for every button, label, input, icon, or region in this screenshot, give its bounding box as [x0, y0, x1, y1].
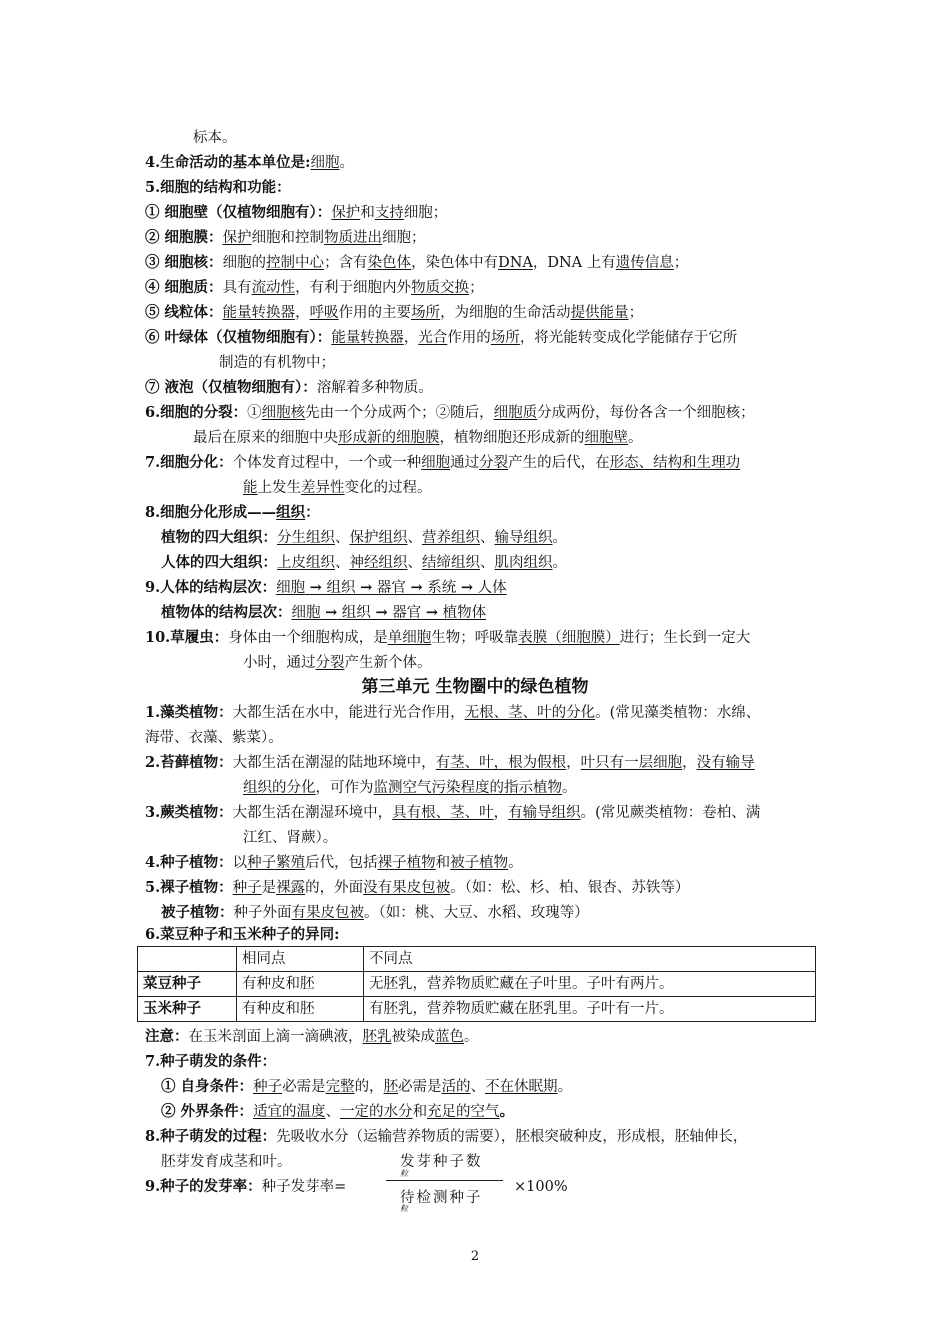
fraction-bar — [386, 1180, 503, 1181]
text-line: 植物体的结构层次：细胞 → 组织 → 器官 → 植物体 — [161, 604, 487, 621]
text-line: 海带、衣藻、紫菜）。 — [145, 730, 283, 746]
text-line: ② 外界条件：适宜的温度、一定的水分和充足的空气。 — [161, 1103, 515, 1120]
table-header-row — [138, 947, 816, 972]
text-line: 人体的四大组织：上皮组织、神经组织、结缔组织、肌肉组织。 — [161, 554, 567, 571]
text-line: 1.藻类植物：大都生活在水中，能进行光合作用，无根、茎、叶的分化。(常见藻类植物：水绵、 — [145, 704, 761, 721]
text-line: 能上发生差异性变化的过程。 — [243, 480, 432, 496]
table-row — [138, 997, 816, 1022]
section-title: 第三单元 生物圈中的绿色植物 — [361, 677, 589, 697]
fraction-mark: 粒 — [400, 1204, 408, 1213]
seed-comparison-table — [137, 946, 816, 1022]
text-line: 6.细胞的分裂：①细胞核先由一个分成两个；②随后，细胞质分成两份，每份各含一个细胞核； — [145, 404, 755, 421]
text-line: 8.种子萌发的过程：先吸收水分（运输营养物质的需要），胚根突破种皮，形成根，胚轴伸长， — [145, 1128, 748, 1145]
text-line: ⑦ 液泡（仅植物细胞有）：溶解着多种物质。 — [145, 379, 433, 396]
text-line: 小时，通过分裂产生新个体。 — [243, 655, 432, 671]
text-line: 10.草履虫：身体由一个细胞构成，是单细胞生物；呼吸靠表膜（细胞膜）进行；生长到一定大 — [145, 629, 751, 646]
page-number: 2 — [470, 1249, 480, 1264]
table-cell: 玉米种子 — [138, 997, 237, 1022]
text-line: ① 细胞壁（仅植物细胞有）：保护和支持细胞； — [145, 204, 448, 221]
text-line: 被子植物：种子外面有果皮包被。（如：桃、大豆、水稻、玫瑰等） — [161, 904, 589, 921]
text-line: 标本。 — [193, 130, 237, 146]
table-cell: 菜豆种子 — [138, 972, 237, 997]
text-line: 5.裸子植物：种子是裸露的，外面没有果皮包被。（如：松、杉、柏、银杏、苏铁等） — [145, 879, 690, 896]
text-line: 2.苔藓植物：大都生活在潮湿的陆地环境中，有茎、叶，根为假根，叶只有一层细胞，没有输导 — [145, 754, 755, 771]
text-line: 9.人体的结构层次：细胞 → 组织 → 器官 → 系统 → 人体 — [145, 579, 507, 596]
table-cell: 有种皮和胚 — [237, 997, 364, 1022]
text-line: 5.细胞的结构和功能： — [145, 179, 291, 196]
text-line: 制造的有机物中； — [219, 355, 335, 371]
text-line: 4.种子植物：以种子繁殖后代，包括裸子植物和被子植物。 — [145, 854, 523, 871]
text-line: 最后在原来的细胞中央形成新的细胞膜，植物细胞还形成新的细胞壁。 — [193, 430, 643, 446]
table-header-cell: 不同点 — [364, 947, 816, 972]
text-line: 植物的四大组织：分生组织、保护组织、营养组织、输导组织。 — [161, 529, 567, 546]
text-line: 胚芽发育成茎和叶。 — [161, 1154, 292, 1170]
table-cell: 有胚乳，营养物质贮藏在胚乳里。子叶有一片。 — [364, 997, 816, 1022]
text-line: 6.菜豆种子和玉米种子的异同: — [145, 926, 340, 943]
text-line: 注意：在玉米剖面上滴一滴碘液，胚乳被染成蓝色。 — [145, 1028, 479, 1045]
table-header-cell: 相同点 — [237, 947, 364, 972]
text-line: ② 细胞膜：保护细胞和控制物质进出细胞； — [145, 229, 426, 246]
table-cell: 无胚乳，营养物质贮藏在子叶里。子叶有两片。 — [364, 972, 816, 997]
table-cell: 有种皮和胚 — [237, 972, 364, 997]
text-line: ③ 细胞核：细胞的控制中心；含有染色体，染色体中有DNA，DNA 上有遗传信息； — [145, 254, 689, 271]
fraction-multiplier: ×100% — [514, 1179, 568, 1195]
text-line: 7.细胞分化：个体发育过程中，一个或一种细胞通过分裂产生的后代，在形态、结构和生理功 — [145, 454, 741, 471]
text-line: 江红、肾蕨）。 — [243, 830, 338, 846]
text-line: 9.种子的发芽率：种子发芽率= — [145, 1178, 347, 1195]
text-line: 4.生命活动的基本单位是:细胞。 — [145, 154, 354, 171]
text-line: ⑥ 叶绿体（仅植物细胞有）：能量转换器，光合作用的场所，将光能转变成化学能储存于它所 — [145, 329, 738, 346]
fraction-numerator: 发芽种子数 — [400, 1154, 483, 1170]
text-line: ④ 细胞质：具有流动性，有利于细胞内外物质交换； — [145, 279, 484, 296]
table-row — [138, 972, 816, 997]
text-line: 组织的分化，可作为监测空气污染程度的指示植物。 — [243, 780, 577, 796]
fraction-mark: 粒 — [400, 1169, 408, 1178]
text-line: 3.蕨类植物：大都生活在潮湿环境中，具有根、茎、叶，有输导组织。(常见蕨类植物：卷柏、满 — [145, 804, 761, 821]
text-line: ⑤ 线粒体：能量转换器，呼吸作用的主要场所，为细胞的生命活动提供能量； — [145, 304, 644, 321]
text-line: 7.种子萌发的条件： — [145, 1053, 277, 1070]
text-line: 8.细胞分化形成——组织： — [145, 504, 320, 521]
text-line: ① 自身条件：种子必需是完整的，胚必需是活的、不在休眠期。 — [161, 1078, 573, 1095]
table-header-cell — [138, 947, 237, 972]
fraction-denominator: 待检测种子 — [400, 1190, 483, 1206]
